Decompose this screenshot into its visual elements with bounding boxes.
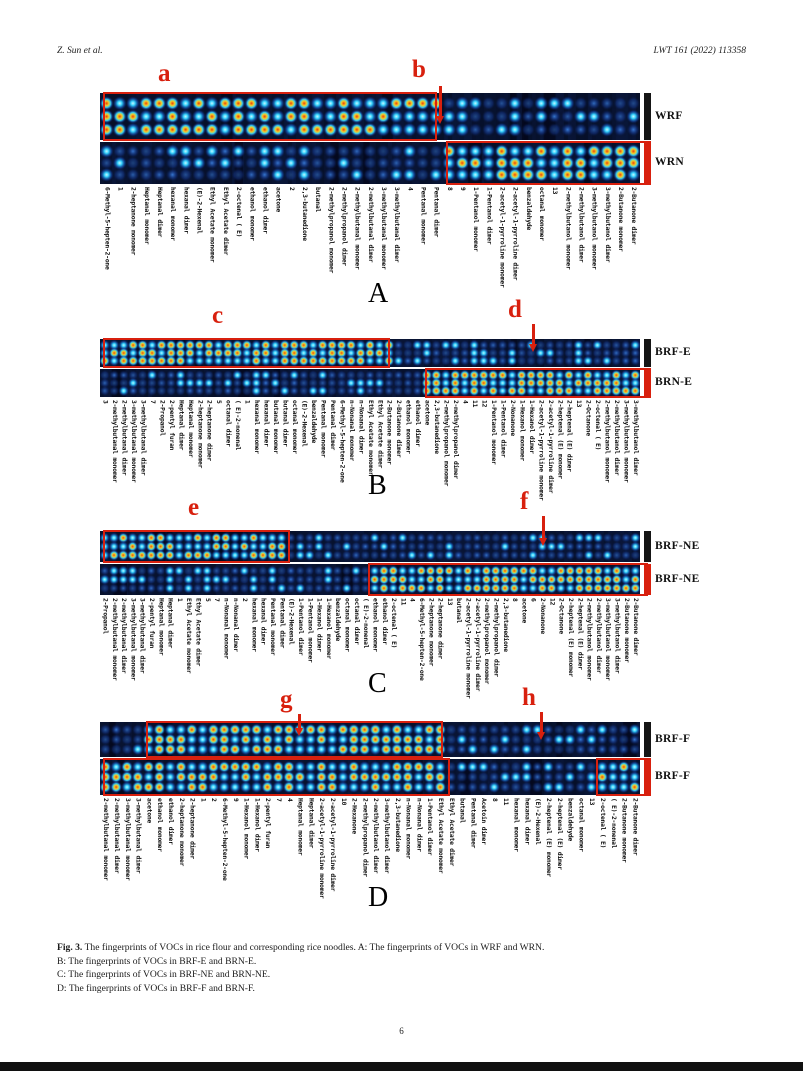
- compound-label: 2: [210, 798, 218, 802]
- side-bar-black: [644, 722, 651, 757]
- compound-label: hexanal monomer: [512, 798, 520, 852]
- compound-label: ( E)-2-nonenal: [362, 598, 370, 649]
- compound-label: ethanol monomer: [404, 400, 412, 454]
- strip-sample-label-WRF: WRF: [655, 109, 683, 122]
- compound-label: 2-heptanone monomer: [196, 400, 204, 469]
- marker-letter-g: g: [280, 686, 293, 713]
- compound-label: benzaldehyde: [334, 598, 342, 642]
- marker-arrow-f: [542, 516, 545, 540]
- compound-label: 4: [406, 187, 414, 191]
- marker-letter-b: b: [412, 56, 426, 83]
- compound-label: 4: [461, 400, 469, 404]
- marker-letter-h: h: [522, 684, 536, 711]
- compound-label: 2-methylbutanol monomer: [603, 400, 611, 483]
- compound-label: 8: [445, 187, 453, 191]
- compound-label: hexanal monomer: [253, 400, 261, 454]
- panel-letter-D: D: [368, 882, 389, 913]
- compound-label: 6-Methyl-5-hepten-2-one: [418, 598, 425, 681]
- compound-label: 9: [231, 798, 239, 802]
- compound-label: 2-heptanone monomer: [129, 187, 137, 256]
- highlight-box: [446, 141, 651, 185]
- compound-label: ethanol monomer: [371, 598, 379, 652]
- compound-label: 2-octenal ( E): [598, 798, 606, 849]
- caption-line-1: [57, 941, 755, 955]
- compound-label: Ethyl Acetate dimer: [221, 187, 229, 256]
- compound-label: ethanol dimer: [414, 400, 422, 447]
- compound-label: butanal dimer: [281, 400, 289, 447]
- highlight-box: [596, 758, 651, 796]
- compound-label: 2: [287, 187, 295, 191]
- compound-label: 2-methylpropanol monomer: [327, 187, 335, 274]
- compound-label: hexanal dimer: [259, 598, 267, 645]
- page-number: 6: [399, 1026, 404, 1036]
- marker-arrowhead-g: [295, 728, 303, 736]
- marker-arrow-h: [540, 712, 543, 734]
- compound-label: 2-methylbutanol monomer: [585, 598, 593, 681]
- compound-label: hexanal dimer: [523, 798, 531, 845]
- strip-sample-label-WRN: WRN: [655, 156, 685, 168]
- compound-label: 3-methylbutanol dimer: [603, 187, 611, 263]
- compound-label: 2-heptanone dimer: [188, 798, 196, 860]
- compound-label: 3-methylbutanal dimer: [138, 598, 146, 674]
- compound-label: Pentanal dimer: [328, 400, 336, 451]
- compound-label: 2-Butanone dimer: [630, 187, 638, 245]
- compound-label: 2-Butanone dimer: [395, 400, 403, 458]
- compound-label: 3-methylbutanal monomer: [379, 187, 387, 270]
- compound-label: hexanal dimer: [182, 187, 190, 234]
- compound-label: 1: [243, 400, 251, 404]
- compound-label: hexanal monomer: [250, 598, 258, 652]
- compound-label: 13: [575, 400, 583, 408]
- marker-arrowhead-f: [539, 538, 547, 546]
- compound-label: 2-octenal ( E): [594, 400, 602, 451]
- compound-label: n-Nonanal dimer: [415, 798, 423, 852]
- compound-label: ethanol dimer: [261, 187, 269, 234]
- compound-label: 13: [588, 798, 596, 806]
- compound-label: 13: [445, 598, 453, 606]
- compound-label: ethanol dimer: [166, 798, 174, 845]
- side-bar-black: [644, 93, 651, 140]
- compound-label: Pentanal monomer: [319, 400, 327, 458]
- compound-label: Ethyl Acetate monomer: [366, 400, 374, 476]
- strip-sample-label-BRF-F: BRF-F: [655, 770, 691, 782]
- compound-label: 1-Hexanol dimer: [527, 400, 535, 454]
- compound-label: Heptanal dimer: [177, 400, 185, 451]
- compound-label: 2-pentyl furan: [167, 400, 175, 451]
- compound-label: acetone: [145, 798, 153, 824]
- compound-label: Pentanal monomer: [269, 598, 277, 656]
- compound-label: n-Nonanal dimer: [231, 598, 239, 652]
- compound-label: 2-methylbutanal dimer: [112, 798, 120, 874]
- compound-label: 2-pentyl furan: [264, 798, 272, 849]
- highlight-box: [103, 758, 450, 796]
- compound-label: 6-Methyl-5-hepten-2-one: [103, 187, 111, 270]
- compound-label: 1: [199, 798, 207, 802]
- compound-label: Ethyl Acetate dimer: [376, 400, 384, 469]
- compound-label: ( E)-2-nonenal: [234, 400, 242, 451]
- compound-label: 2-Butanone monomer: [622, 598, 630, 663]
- compound-label: 2-methylbutanal monomer: [353, 187, 361, 270]
- compound-label: (E)-2-Hexenal: [300, 400, 308, 447]
- compound-label: 1-Pentanol dimer: [499, 400, 507, 458]
- marker-letter-c: c: [212, 302, 224, 329]
- compound-label: 2-heptenal (E) dimer: [576, 598, 584, 670]
- compound-label: 2-Butanone dimer: [631, 798, 639, 856]
- compound-label: 3-methylbutanal monomer: [129, 400, 137, 483]
- highlight-box: [103, 92, 437, 141]
- compound-label: 2-Butanone monomer: [617, 187, 625, 252]
- compound-label: 2-methylbutanal dimer: [120, 598, 128, 674]
- compound-label: n-Nonanal monomer: [222, 598, 230, 660]
- compound-label: 13: [551, 187, 559, 195]
- compound-label: 2-heptanone dimer: [205, 400, 213, 462]
- compound-label: (E)-2-Hexenal: [195, 187, 203, 234]
- compound-label: 9: [458, 187, 466, 191]
- compound-label: 3-methylbutanol monomer: [604, 598, 612, 681]
- compound-label: ethanol dimer: [380, 598, 388, 645]
- compound-label: (E)-2-Hexenal: [287, 598, 295, 645]
- compound-label: Acetoin dimer: [480, 798, 488, 845]
- caption-line-4: D: The fingerprints of VOCs in BRF-F and BRN-F.: [57, 982, 255, 994]
- compound-label: 2-acetyl-1-pyrroline monomer: [464, 598, 472, 699]
- compound-label: 3-methylbutanol dimer: [632, 400, 640, 476]
- compound-label: 1-Pentanol dimer: [296, 598, 304, 656]
- compound-label: Ethyl Acetate dimer: [447, 798, 455, 867]
- compound-label: n-Nonanal dimer: [357, 400, 365, 454]
- compound-label: 3: [101, 400, 109, 404]
- compound-label: 3-methylbutanal dimer: [139, 400, 147, 476]
- compound-label: 2-Propanol: [101, 598, 109, 634]
- compound-label: 5: [203, 598, 211, 602]
- compound-label: 2-Butanone monomer: [385, 400, 393, 465]
- compound-label: 11: [471, 400, 478, 408]
- strip-sample-label-BRF-NE: BRF-NE: [655, 572, 700, 585]
- compound-label: 2-Propanol: [158, 400, 166, 436]
- compound-label: 3-methylbutanal dimer: [134, 798, 142, 874]
- compound-label: 2-acetyl-1-pyrroline dimer: [328, 798, 336, 892]
- compound-label: 6: [529, 598, 537, 602]
- highlight-box: [103, 530, 290, 563]
- compound-label: 2-methylbutanal dimer: [366, 187, 374, 263]
- compound-label: 2-octenal ( E): [235, 187, 243, 238]
- compound-label: 2-Hexanone: [350, 798, 358, 834]
- compound-label: 2-methylbutanol dimer: [613, 400, 621, 476]
- compound-label: 7: [274, 798, 282, 802]
- compound-label: 2-methylpropanol dimer: [361, 798, 369, 878]
- compound-label: 1: [175, 598, 183, 602]
- compound-label: butanal: [458, 798, 466, 824]
- compound-label: 2-acetyl-1-pyrroline monomer: [537, 400, 545, 501]
- compound-label: Heptanal monomer: [186, 400, 194, 458]
- compound-label: 2-pentyl furan: [148, 598, 155, 649]
- compound-label: 1-Hexanol monomer: [242, 798, 250, 860]
- compound-label: 2-methylpropanol dimer: [492, 598, 500, 678]
- compound-label: 3-methylbutanol dimer: [613, 598, 621, 674]
- bottom-scan-bar: [0, 1062, 803, 1071]
- header-author: Z. Sun et al.: [57, 46, 103, 56]
- side-bar-black: [644, 531, 651, 562]
- compound-label: 2,3-butanedione: [433, 400, 441, 454]
- compound-label: 3-methylbutanal dimer: [393, 187, 401, 263]
- compound-label: benzaldehyde: [566, 798, 574, 842]
- compound-label: 10: [339, 798, 347, 806]
- highlight-box: [146, 721, 443, 758]
- compound-label: 6-Methyl-5-hepten-2-one: [338, 400, 346, 483]
- compound-label: 1-Hexanol dimer: [315, 598, 323, 652]
- compound-label: 2-heptenal (E) monomer: [556, 400, 564, 480]
- strip-sample-label-BRF-F: BRF-F: [655, 732, 691, 745]
- compound-label: 2-methylpropanol dimer: [340, 187, 348, 267]
- compound-label: (E)-2-Hexenal: [534, 798, 542, 845]
- compound-label: 4: [285, 798, 293, 802]
- compound-label: Pentanal dimer: [469, 798, 477, 849]
- compound-label: 1-Hexanol monomer: [324, 598, 332, 660]
- compound-label: 2-heptanone dimer: [436, 598, 444, 660]
- compound-label: 2,3-butanedione: [393, 798, 401, 852]
- compound-label: 2-methylpropanol monomer: [442, 400, 450, 487]
- compound-label: 2-octenal ( E): [390, 598, 398, 649]
- compound-label: 8: [490, 798, 498, 802]
- compound-label: Pentanal monomer: [419, 187, 427, 245]
- compound-label: 2-acetyl-1-pyrroline monomer: [498, 187, 506, 288]
- compound-label: 6-Methyl-5-hepten-2-one: [220, 798, 228, 881]
- compound-label: butanal monomer: [272, 400, 280, 454]
- compound-label: 2-methylbutanal dimer: [120, 400, 128, 476]
- compound-label: 3-methylbutanal monomer: [129, 598, 137, 681]
- compound-label: octanal monomer: [538, 187, 546, 241]
- compound-label: 2-acetyl-1-pyrroline monomer: [318, 798, 326, 899]
- marker-arrowhead-d: [529, 344, 537, 352]
- compound-label: 2-Octanone: [584, 400, 592, 436]
- compound-label: 1-Pentanol monomer: [489, 400, 497, 465]
- marker-arrowhead-b: [436, 116, 444, 124]
- compound-label: octanal monomer: [343, 598, 351, 652]
- compound-label: Ethyl Acetate monomer: [436, 798, 444, 874]
- marker-arrow-b: [439, 86, 442, 118]
- compound-label: Pentanal dimer: [432, 187, 440, 238]
- compound-label: 2,3-butanedione: [300, 187, 308, 241]
- compound-label: 2-heptenal (E) dimer: [555, 798, 563, 870]
- strip-sample-label-BRF-E: BRF-E: [655, 346, 691, 358]
- marker-letter-a: a: [158, 60, 171, 87]
- compound-label: 2-Octanone: [557, 598, 565, 634]
- compound-label: Heptanal dimer: [307, 798, 315, 849]
- compound-label: 2: [241, 598, 249, 602]
- compound-label: octanal monomer: [577, 798, 585, 852]
- compound-label: 1-Pentanol monomer: [306, 598, 314, 663]
- compound-label: 2-heptenal (E) monomer: [566, 598, 574, 678]
- compound-label: 8: [511, 598, 519, 602]
- compound-label: Heptanal monomer: [157, 598, 165, 656]
- compound-label: 2-methylbutanal monomer: [110, 598, 118, 681]
- caption-intro: The fingerprints of VOCs in rice flour and corresponding rice noodles. A: The fingerprints of VOCs in WRF and WRN.: [84, 942, 545, 953]
- compound-label: 1-Pentanol monomer: [472, 187, 480, 252]
- compound-label: 2-Butanone dimer: [632, 598, 640, 656]
- strip-sample-label-BRF-NE: BRF-NE: [655, 539, 700, 552]
- compound-label: 1: [116, 187, 124, 191]
- compound-label: 2-acetyl-1-pyrroline dimer: [473, 598, 481, 692]
- compound-label: 1-Pentanol dimer: [485, 187, 493, 245]
- side-bar-black: [644, 339, 651, 367]
- highlight-box: [368, 563, 648, 596]
- header-journal-ref: LWT 161 (2022) 113358: [653, 46, 746, 56]
- panel-letter-B: B: [368, 470, 387, 501]
- caption-line-3: C: The fingerprints of VOCs in BRF-NE and BRN-NE.: [57, 969, 271, 980]
- compound-label: 11: [399, 598, 407, 606]
- compound-label: 2-heptanone monomer: [427, 598, 435, 667]
- compound-label: 2-Butanone monomer: [620, 798, 628, 863]
- compound-label: 3-methylbutanol dimer: [382, 798, 390, 874]
- compound-label: octanal dimer: [352, 598, 360, 645]
- compound-label: n-Nonanal monomer: [404, 798, 412, 860]
- panel-letter-C: C: [368, 668, 387, 699]
- compound-label: 2-methylbutanol dimer: [372, 798, 380, 874]
- compound-label: acetone: [274, 187, 282, 213]
- compound-label: 1-Pentanol dimer: [426, 798, 434, 856]
- compound-label: octanal dimer: [224, 400, 232, 447]
- compound-label: benzaldehyde: [309, 400, 317, 444]
- compound-label: 2-methylpropanol monomer: [483, 598, 491, 685]
- compound-label: 11: [501, 798, 509, 806]
- compound-label: 2-Nonanone: [539, 598, 547, 634]
- compound-label: Heptanal dimer: [156, 187, 164, 238]
- compound-label: 2-acetyl-1-pyrroline dimer: [546, 400, 554, 494]
- compound-label: benzaldehyde: [524, 187, 532, 231]
- compound-label: 2-methylpropanol dimer: [452, 400, 460, 480]
- compound-label: 5: [215, 400, 223, 404]
- compound-label: Heptanal monomer: [142, 187, 150, 245]
- compound-label: 12: [548, 598, 556, 606]
- compound-label: 1-Hexanol monomer: [518, 400, 526, 462]
- compound-label: acetone: [520, 598, 528, 624]
- compound-label: 3-methylbutanal monomer: [123, 798, 131, 881]
- compound-label: 2,3-butanedione: [501, 598, 509, 652]
- caption-line-2: B: The fingerprints of VOCs in BRF-E and BRN-E.: [57, 955, 257, 967]
- marker-letter-e: e: [188, 494, 200, 521]
- compound-label: 2-methylbutanal monomer: [111, 400, 118, 483]
- compound-label: 7: [213, 598, 221, 602]
- compound-label: hexanal monomer: [169, 187, 177, 241]
- compound-label: 2-heptanone monomer: [177, 798, 185, 867]
- compound-label: 2-Nonanone: [508, 400, 516, 436]
- compound-label: 2-heptenal (E) monomer: [544, 798, 552, 878]
- compound-label: 7: [148, 400, 156, 404]
- compound-label: Ethyl Acetate monomer: [208, 187, 216, 263]
- compound-label: ethanol monomer: [156, 798, 164, 852]
- panel-letter-A: A: [368, 278, 389, 309]
- marker-arrowhead-h: [537, 732, 545, 740]
- compound-label: n-Nonanal monomer: [347, 400, 355, 462]
- compound-label: Pentanal dimer: [278, 598, 286, 649]
- compound-label: acetone: [423, 400, 431, 426]
- compound-label: 2-methylbutanol monomer: [564, 187, 572, 270]
- compound-label: Ethyl Acetate dimer: [194, 598, 202, 667]
- compound-label: Heptanal monomer: [296, 798, 304, 856]
- compound-label: hexanal dimer: [262, 400, 270, 447]
- figure-caption: [57, 941, 755, 995]
- compound-label: Heptanal dimer: [166, 598, 174, 649]
- compound-label: 4: [408, 598, 416, 602]
- compound-label: 2-methylbutanal monomer: [102, 798, 110, 881]
- compound-label: octanal monomer: [291, 400, 298, 454]
- compound-label: 3-methylbutanol monomer: [590, 187, 598, 270]
- compound-label: ethanol monomer: [248, 187, 256, 241]
- highlight-box: [103, 338, 390, 368]
- marker-letter-f: f: [520, 488, 529, 515]
- compound-label: 1-Hexanol dimer: [253, 798, 261, 852]
- compound-label: 2-acetyl-1-pyrroline dimer: [511, 187, 519, 281]
- compound-label: 12: [480, 400, 488, 408]
- caption-fig-label: Fig. 3.: [57, 942, 83, 953]
- compound-label: ( E)-2-nonenal: [609, 798, 617, 849]
- compound-label: 2-methylbutanol dimer: [577, 187, 585, 263]
- compound-label: butanal: [314, 187, 322, 213]
- compound-label: 2-heptenal (E) dimer: [565, 400, 573, 472]
- compound-label: 3-methylbutanol monomer: [622, 400, 630, 483]
- strip-sample-label-BRN-E: BRN-E: [655, 376, 693, 388]
- marker-arrow-d: [532, 324, 535, 346]
- marker-letter-d: d: [508, 296, 522, 323]
- compound-label: butanal: [455, 598, 463, 624]
- highlight-box: [425, 368, 651, 398]
- compound-label: Ethyl Acetate monomer: [185, 598, 193, 674]
- compound-label: 2-methylbutanol dimer: [594, 598, 602, 674]
